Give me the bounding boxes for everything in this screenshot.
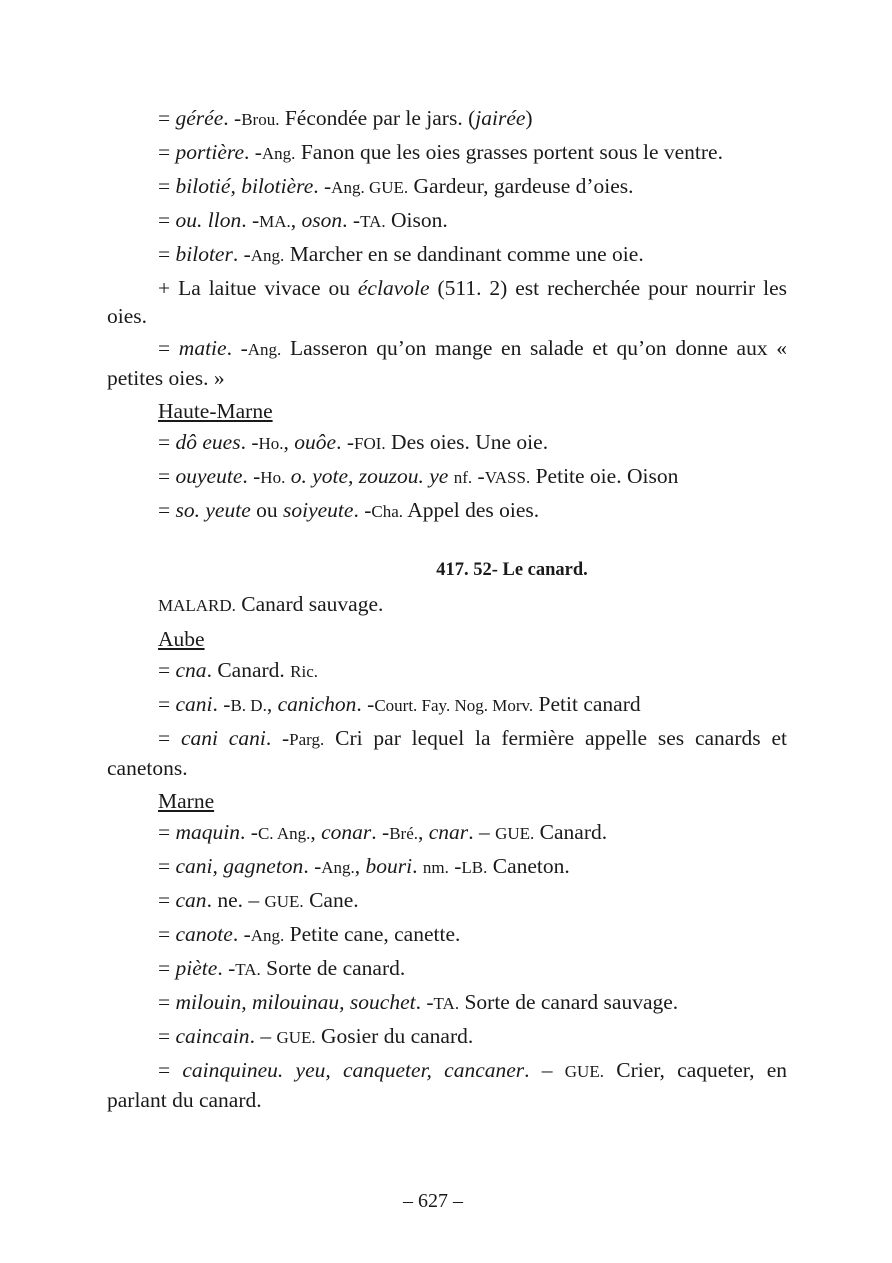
headword: bilotié, bilotière xyxy=(175,174,314,198)
entry-text: Sorte de canard sauvage. xyxy=(459,990,679,1014)
dictionary-entry xyxy=(107,1056,787,1114)
source-abbrev: TA. xyxy=(433,994,460,1013)
entry-text: + La laitue vivace ou xyxy=(158,276,358,300)
region-heading-text: Haute-Marne xyxy=(158,399,273,423)
source-abbrev: nm. xyxy=(422,858,449,877)
entry-text: = xyxy=(158,854,176,878)
entry-text: Petite cane, canette. xyxy=(284,922,461,946)
headword: piète xyxy=(175,956,218,980)
entry-text: . - xyxy=(415,990,434,1014)
source-abbrev: GUE. xyxy=(495,824,535,843)
headword: matie xyxy=(178,336,227,360)
headword: cnar xyxy=(428,820,469,844)
headword: biloter xyxy=(175,242,233,266)
entry-text: . - xyxy=(342,208,361,232)
source-abbrev: C. Ang. xyxy=(257,824,311,843)
source-abbrev: Ang. xyxy=(321,858,355,877)
entry-text: = xyxy=(158,208,176,232)
source-abbrev: Ho. xyxy=(260,468,286,487)
entry-text: ou xyxy=(250,498,283,522)
entry-text: = xyxy=(158,336,179,360)
source-abbrev: Ang. GUE. xyxy=(331,178,409,197)
dictionary-entry xyxy=(107,138,787,168)
entry-text: = xyxy=(158,498,176,522)
headword: gérée xyxy=(175,106,224,130)
headword: dô eues xyxy=(175,430,241,454)
dictionary-entry xyxy=(107,818,787,848)
dictionary-entry xyxy=(107,206,787,236)
entry-text: = xyxy=(158,922,176,946)
headword: ou. llon xyxy=(175,208,242,232)
entry-text: - xyxy=(472,464,485,488)
entry-text: Canard sauvage. xyxy=(235,592,384,616)
headword: canote xyxy=(175,922,233,946)
source-abbrev: FOI. xyxy=(354,434,386,453)
region-heading-text: Marne xyxy=(158,789,215,813)
source-abbrev: LB. xyxy=(461,858,488,877)
entry-text: . - xyxy=(226,336,248,360)
headword: cani xyxy=(175,692,213,716)
headword: ouyeute xyxy=(175,464,243,488)
source-abbrev: Brou. xyxy=(241,110,280,129)
headword: cani, gagneton xyxy=(175,854,304,878)
entry-text: Sorte de canard. xyxy=(260,956,406,980)
headword: caincain xyxy=(175,1024,250,1048)
headword: so. yeute xyxy=(175,498,251,522)
headword: jairée xyxy=(475,106,526,130)
entry-text: , xyxy=(266,692,278,716)
headword: soiyeute xyxy=(282,498,354,522)
entry-text: . - xyxy=(232,242,251,266)
source-abbrev: MALARD. xyxy=(158,596,236,615)
dictionary-entry xyxy=(107,428,787,458)
source-abbrev: Parg. xyxy=(289,730,325,749)
source-abbrev: Ang. xyxy=(261,144,296,163)
headword: éclavole xyxy=(357,276,430,300)
entry-text: = xyxy=(158,820,176,844)
entry-text: . - xyxy=(240,430,259,454)
entry-text: Fécondée par le jars. ( xyxy=(279,106,476,130)
source-abbrev: Ho. xyxy=(258,434,284,453)
region-heading xyxy=(107,786,787,818)
entry-text: . – xyxy=(468,820,496,844)
entry-text: Fanon que les oies grasses portent sous le ventre. xyxy=(295,140,723,164)
dictionary-entry xyxy=(107,656,787,686)
entry-text: . - xyxy=(353,498,372,522)
source-abbrev: Ric. xyxy=(290,662,319,681)
source-abbrev: Cha. xyxy=(371,502,403,521)
entry-text: Petite oie. Oison xyxy=(530,464,679,488)
source-abbrev: TA. xyxy=(235,960,261,979)
headword: oson xyxy=(301,208,343,232)
entry-text: . – xyxy=(524,1058,565,1082)
entry-text: = xyxy=(158,140,176,164)
headword: cainquineu. yeu, canqueter, cancaner xyxy=(182,1058,525,1082)
entry-text: Caneton. xyxy=(487,854,570,878)
entry-text: Oison. xyxy=(385,208,448,232)
entry-text: Appel des oies. xyxy=(403,498,540,522)
entry-text: , xyxy=(290,208,302,232)
entry-text: Lasseron qu’on mange en salade et qu’on donne aux « petites oies. » xyxy=(107,336,787,390)
entry-text: . - xyxy=(336,430,355,454)
entry-text: Cri par lequel la fermière appelle ses canards et canetons. xyxy=(107,726,787,780)
source-abbrev: TA. xyxy=(360,212,386,231)
dictionary-entry xyxy=(107,852,787,882)
dictionary-entry xyxy=(107,590,787,620)
headword: conar xyxy=(321,820,372,844)
entry-text: Crier, caqueter, en parlant du canard. xyxy=(107,1058,787,1112)
entry-text: . - xyxy=(303,854,322,878)
entry-text: Marcher en se dandinant comme une oie. xyxy=(284,242,644,266)
dictionary-entry xyxy=(107,988,787,1018)
entry-text: Gardeur, gardeuse d’oies. xyxy=(408,174,634,198)
dictionary-entry xyxy=(107,104,787,134)
source-abbrev: nf. xyxy=(453,468,473,487)
entry-text: (511. 2) est recherchée pour nourrir les oies. xyxy=(107,276,787,328)
entry-text: . - xyxy=(356,692,375,716)
dictionary-entry xyxy=(107,724,787,782)
entry-text: . - xyxy=(241,208,260,232)
entry-text: Canard. xyxy=(534,820,608,844)
region-heading xyxy=(107,396,787,428)
headword: cani cani xyxy=(180,726,266,750)
entry-text: Petit canard xyxy=(533,692,641,716)
source-abbrev: GUE. xyxy=(276,1028,316,1047)
entry-text: . ne. – xyxy=(206,888,265,912)
source-abbrev: GUE. xyxy=(264,892,304,911)
headword: cna xyxy=(175,658,207,682)
source-abbrev: GUE. xyxy=(564,1062,604,1081)
entries-bottom xyxy=(107,590,787,1114)
entries-top xyxy=(107,104,787,526)
entry-text: . - xyxy=(217,956,236,980)
source-abbrev: VASS. xyxy=(484,468,531,487)
source-abbrev: Bré. xyxy=(389,824,419,843)
dictionary-entry xyxy=(107,274,787,330)
entry-text: = xyxy=(158,888,176,912)
source-abbrev: Ang. xyxy=(247,340,282,359)
entry-text: . - xyxy=(243,140,262,164)
headword: maquin xyxy=(175,820,241,844)
dictionary-entry xyxy=(107,690,787,720)
entry-text: = xyxy=(158,1024,176,1048)
entry-text: = xyxy=(158,242,176,266)
entry-text: , xyxy=(354,854,366,878)
entry-text: Cane. xyxy=(303,888,359,912)
entry-text: . - xyxy=(223,106,242,130)
entry-text: ) xyxy=(525,106,533,130)
entry-text: , xyxy=(310,820,322,844)
dictionary-entry xyxy=(107,240,787,270)
dictionary-entry xyxy=(107,954,787,984)
entry-text: . - xyxy=(313,174,332,198)
source-abbrev: MA. xyxy=(259,212,291,231)
entry-text: = xyxy=(158,956,176,980)
entry-text: . xyxy=(412,854,423,878)
entry-text: = xyxy=(158,464,176,488)
dictionary-entry xyxy=(107,462,787,492)
entry-text: = xyxy=(158,692,176,716)
headword: o. yote, zouzou. ye xyxy=(290,464,449,488)
headword: milouin, milouinau, souchet xyxy=(175,990,416,1014)
entry-text: = xyxy=(158,1058,183,1082)
entry-text: Gosier du canard. xyxy=(315,1024,474,1048)
headword: can xyxy=(175,888,207,912)
entry-text: . - xyxy=(265,726,290,750)
entry-text: . – xyxy=(249,1024,277,1048)
dictionary-entry xyxy=(107,886,787,916)
entry-text: = xyxy=(158,174,176,198)
region-heading xyxy=(107,624,787,656)
page-number: – 627 – xyxy=(403,1190,463,1212)
dictionary-entry xyxy=(107,172,787,202)
entry-text: . Canard. xyxy=(206,658,291,682)
entry-text: , xyxy=(283,430,295,454)
dictionary-entry xyxy=(107,334,787,392)
entry-text: = xyxy=(158,658,176,682)
dictionary-entry xyxy=(107,1022,787,1052)
entry-text: . - xyxy=(232,922,251,946)
entry-text: Des oies. Une oie. xyxy=(385,430,549,454)
entry-text: = xyxy=(158,726,181,750)
entry-text: . - xyxy=(242,464,261,488)
dictionary-entry xyxy=(107,920,787,950)
page-body xyxy=(107,104,787,1118)
entry-text: . - xyxy=(240,820,258,844)
entry-text: , xyxy=(418,820,429,844)
headword: bouri xyxy=(365,854,413,878)
headword: canichon xyxy=(277,692,357,716)
dictionary-entry xyxy=(107,496,787,526)
headword: portière xyxy=(175,140,244,164)
source-abbrev: Ang. xyxy=(250,926,285,945)
entry-text: . - xyxy=(212,692,231,716)
source-abbrev: Ang. xyxy=(250,246,285,265)
entry-text: = xyxy=(158,106,176,130)
source-abbrev: Court. Fay. Nog. Morv. xyxy=(374,696,534,715)
entry-text: = xyxy=(158,430,176,454)
source-abbrev: B. D. xyxy=(230,696,267,715)
headword: ouôe xyxy=(294,430,337,454)
entry-text: . - xyxy=(371,820,390,844)
section-title: 417. 52- Le canard. xyxy=(436,560,588,580)
entry-text: = xyxy=(158,990,176,1014)
entry-text: - xyxy=(448,854,462,878)
region-heading-text: Aube xyxy=(158,627,205,651)
